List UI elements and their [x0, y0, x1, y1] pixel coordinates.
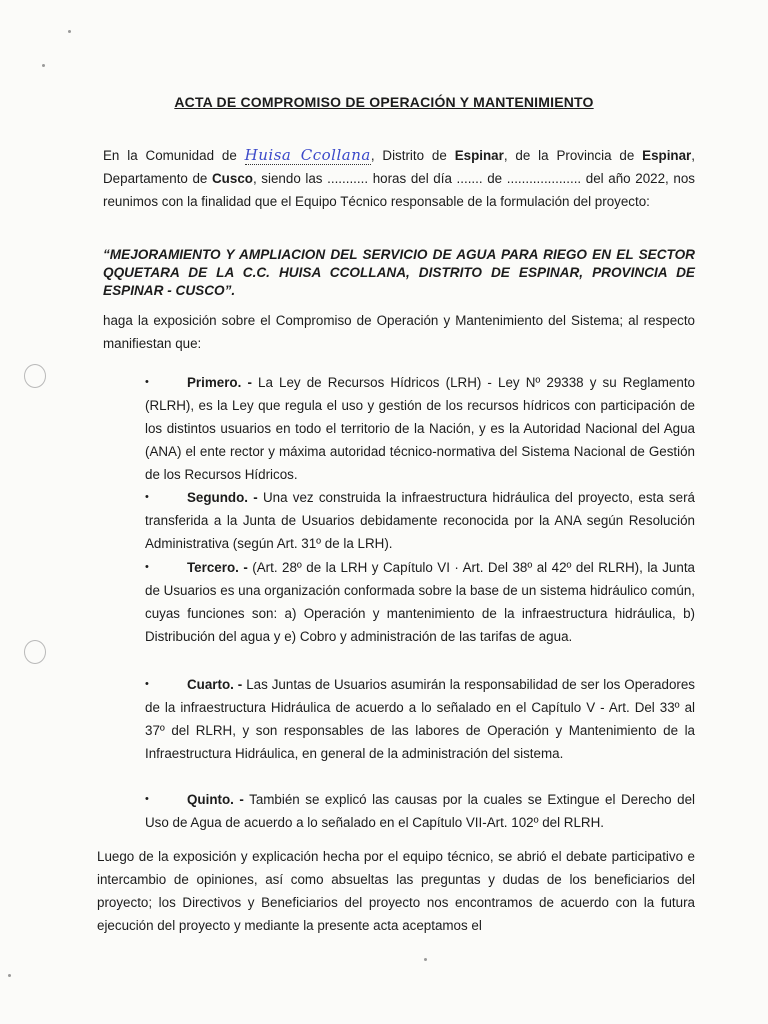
scan-speck	[68, 30, 71, 33]
district-name: Espinar	[454, 148, 504, 163]
list-item-tercero	[145, 556, 695, 648]
punch-hole-mark	[24, 640, 46, 664]
bullet-marker: •	[145, 678, 149, 690]
intro-text: , Departamento de	[103, 148, 696, 186]
intro-text: , de la Provincia de	[503, 148, 643, 163]
closing-paragraph: Luego de la exposición y explicación hecha por el equipo técnico, se abrió el debate participativo e intercambio de opiniones, así como absueltas las preguntas y dudas de los beneficiarios del proyecto; los Directivos y Beneficiarios del proyecto nos encontramos de acuerdo con la futura ejecución del proyecto y mediante la presente acta aceptamos el	[97, 849, 695, 933]
intro-text: En la Comunidad de	[103, 148, 245, 163]
list-item-primero	[145, 371, 695, 486]
list-item-cuarto	[145, 673, 695, 765]
item-lead: Tercero. -	[187, 560, 248, 575]
document-title: ACTA DE COMPROMISO DE OPERACIÓN Y MANTENIMIENTO	[174, 94, 594, 110]
item-text: Las Juntas de Usuarios asumirán la responsabilidad de ser los Operadores de la infraestructura Hidráulica de acuerdo a lo señalado en el Capítulo V - Art. Del 33º al 37º del RLRH, y son responsables de las labores de Operación y Mantenimiento de la Infraestructura Hidráulica, en general de la administración del sistema.	[145, 677, 695, 761]
bullet-marker: •	[145, 491, 149, 503]
item-text: Una vez construida la infraestructura hidráulica del proyecto, esta será transferida a la Junta de Usuarios debidamente reconocida por la ANA según Resolución Administrativa (según Art. 31º de la LRH).	[145, 490, 695, 551]
scan-speck	[42, 64, 45, 67]
item-lead: Quinto. -	[187, 792, 244, 807]
item-lead: Segundo. -	[187, 490, 258, 505]
handwritten-community-name: Huisa Ccollana	[244, 146, 371, 164]
punch-hole-mark	[24, 364, 46, 388]
item-text: La Ley de Recursos Hídricos (LRH) - Ley Nº 29338 y su Reglamento (RLRH), es la Ley que regula el uso y gestión de los recursos hídricos con participación de los distintos usuarios en todo el territorio de la Nación, y es la Autoridad Nacional del Agua (ANA) el ente rector y máxima autoridad técnico-normativa del Sistema Nacional de Gestión de los Recursos Hídricos.	[145, 375, 695, 482]
intro-text: , siendo las ........... horas del día ....... de .................... del año 2022, nos reunimos con la finalidad que el Equipo Técnico responsable de la formulación del proyecto:	[103, 171, 695, 209]
item-lead: Primero. -	[187, 375, 252, 390]
bullet-marker: •	[145, 376, 149, 388]
intro-paragraph	[103, 144, 695, 213]
list-item-segundo	[145, 486, 695, 555]
scan-speck	[8, 974, 11, 977]
item-text: También se explicó las causas por la cuales se Extingue el Derecho del Uso de Agua de acuerdo a lo señalado en el Capítulo VII-Art. 102º del RLRH.	[145, 792, 695, 830]
list-item-quinto	[145, 788, 695, 834]
province-name: Espinar	[642, 148, 692, 163]
scan-speck	[424, 958, 427, 961]
bullet-marker: •	[145, 561, 149, 573]
exposition-paragraph: haga la exposición sobre el Compromiso de Operación y Mantenimiento del Sistema; al respecto manifiestan que:	[103, 313, 695, 351]
bullet-marker: •	[145, 793, 149, 805]
intro-text: , Distrito de	[370, 148, 455, 163]
item-text: (Art. 28º de la LRH y Capítulo VI · Art. Del 38º al 42º del RLRH), la Junta de Usuarios es una organización conformada sobre la base de un sistema hidráulico común, cuyas funciones son: a) Operación y mantenimiento de la infraestructura hidráulica, b) Distribución del agua y e) Cobro y administración de las tarifas de agua.	[145, 560, 695, 644]
item-lead: Cuarto. -	[187, 677, 243, 692]
department-name: Cusco	[212, 171, 253, 186]
project-name: “MEJORAMIENTO Y AMPLIACION DEL SERVICIO DE AGUA PARA RIEGO EN EL SECTOR QQUETARA DE LA C.C. HUISA CCOLLANA, DISTRITO DE ESPINAR, PROVINCIA DE ESPINAR - CUSCO”.	[103, 247, 695, 298]
